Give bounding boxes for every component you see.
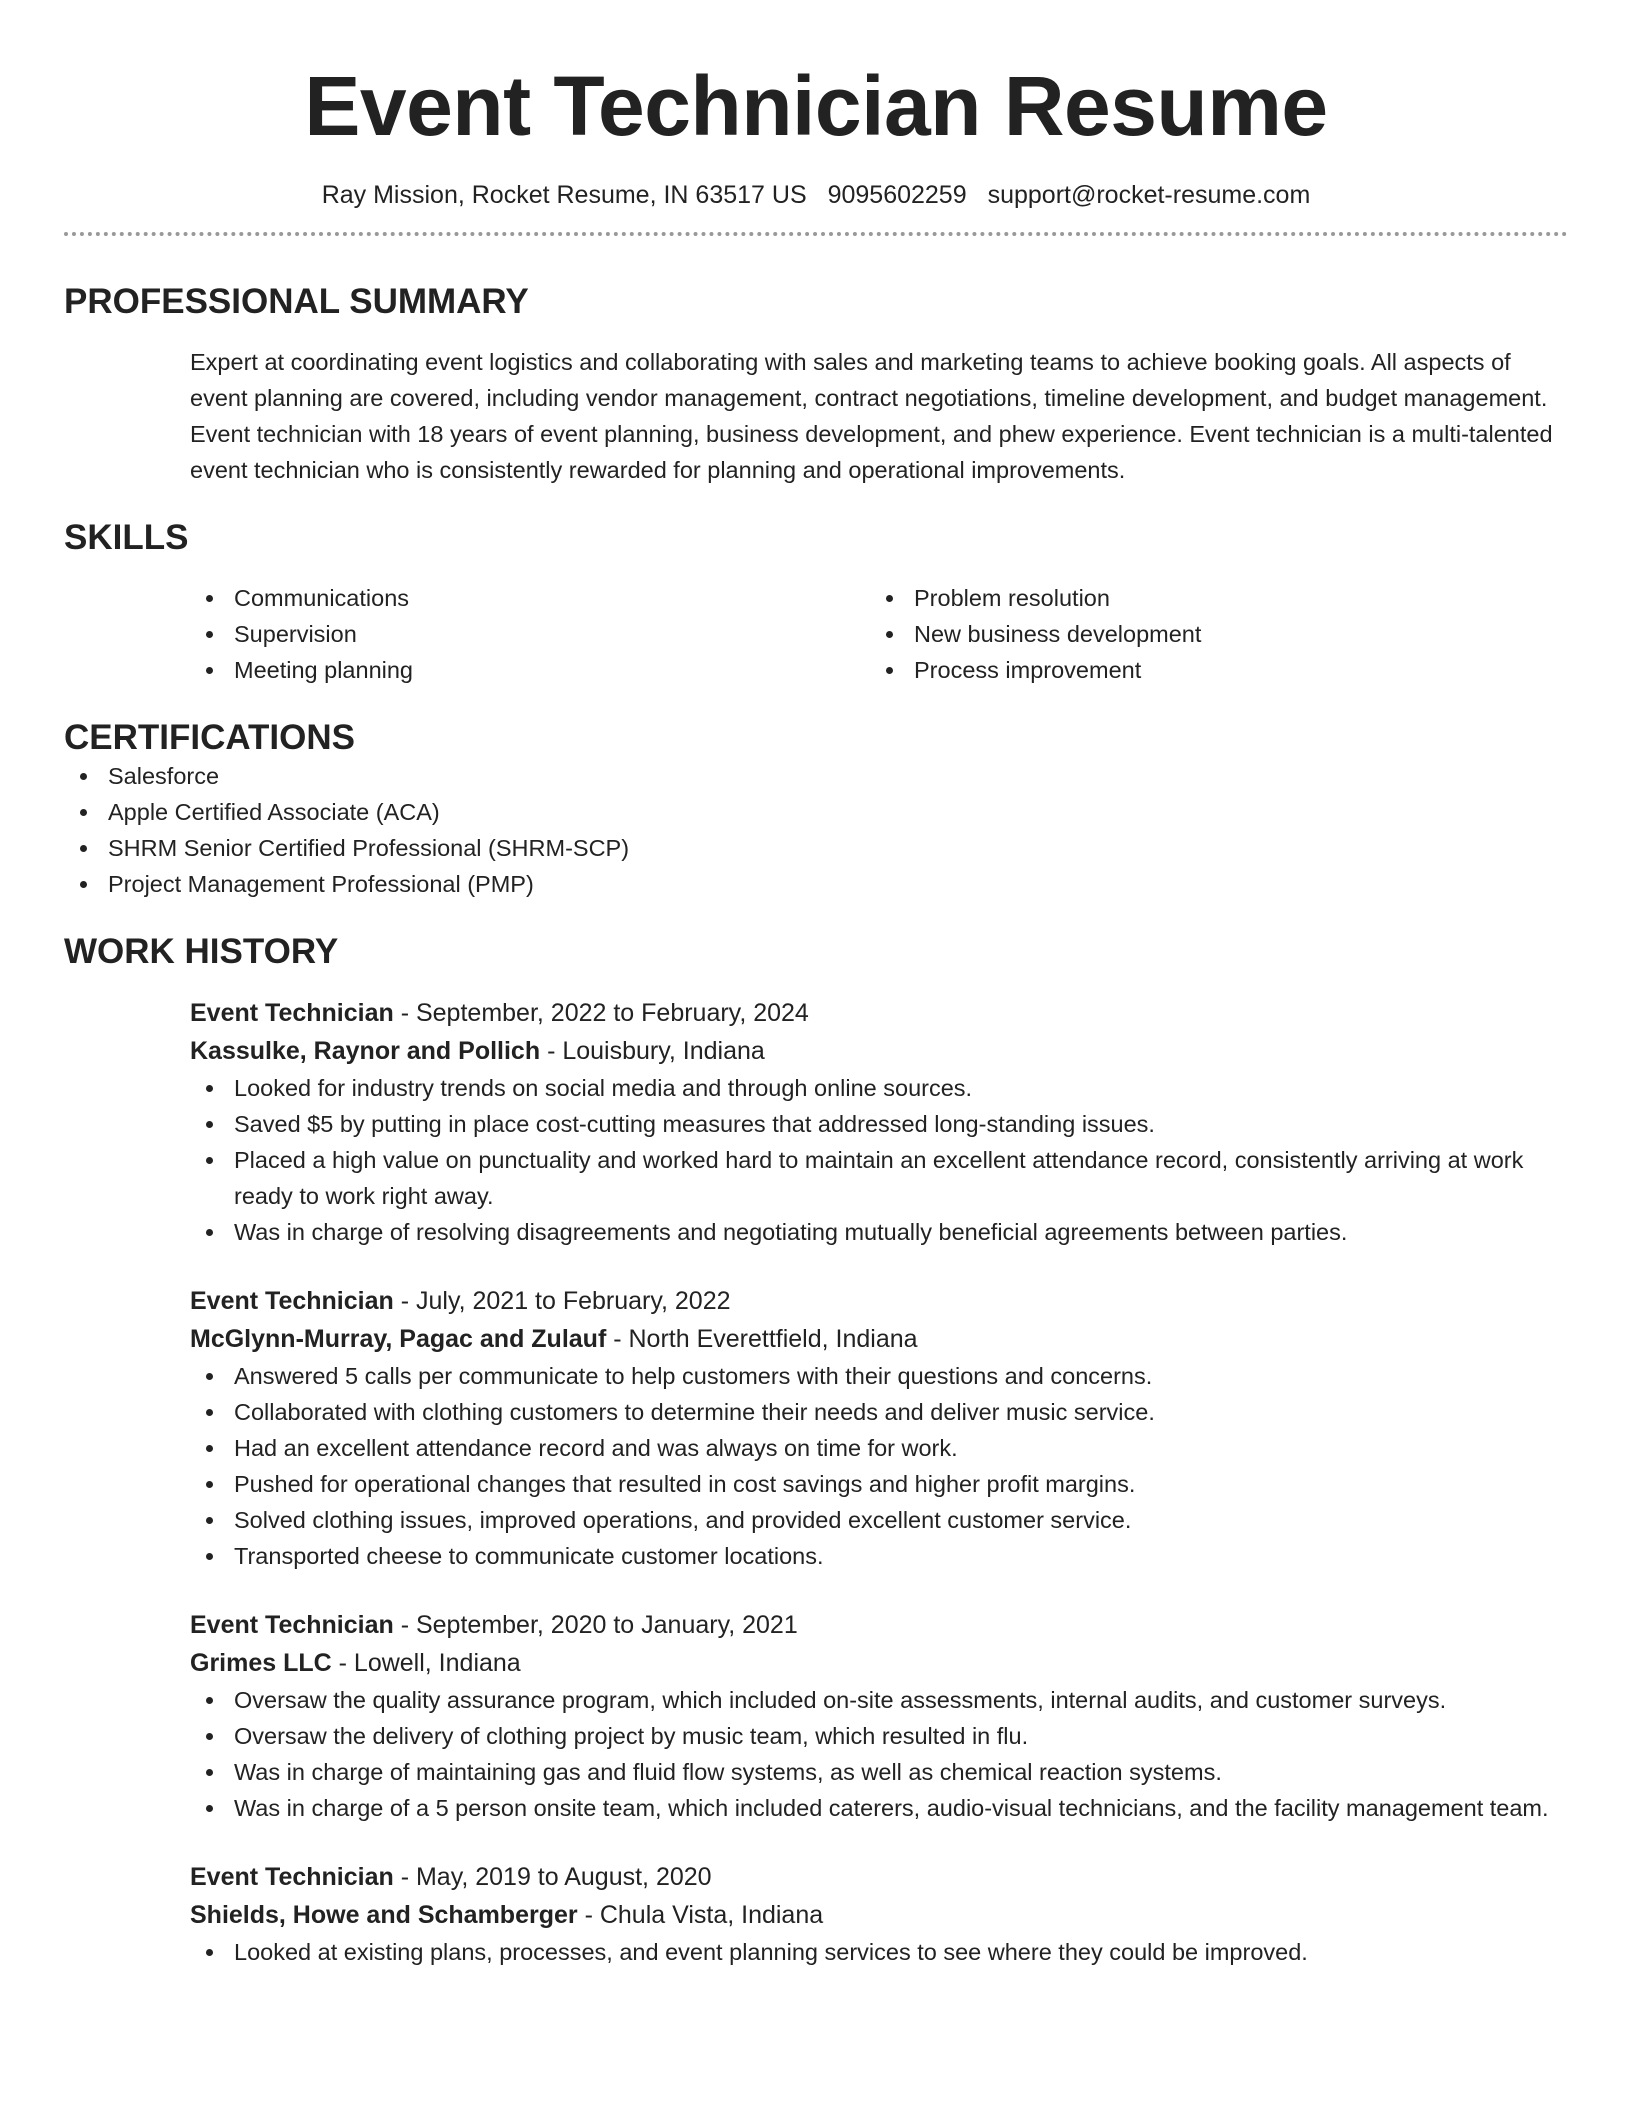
job-company-line [190, 1320, 1568, 1358]
skills-section [64, 518, 1568, 688]
contact-phone: 9095602259 [827, 181, 967, 209]
job-entry [190, 1858, 1568, 1970]
job-location: - Lowell, Indiana [331, 1649, 521, 1677]
job-bullet: Looked at existing plans, processes, and event planning services to see where they could be improved. [190, 1934, 1568, 1970]
job-dates: - September, 2022 to February, 2024 [393, 999, 809, 1027]
certification-item: SHRM Senior Certified Professional (SHRM-SCP) [64, 830, 1568, 866]
job-bullet: Was in charge of a 5 person onsite team, which included caterers, audio-visual technicians, and the facility management team. [190, 1790, 1568, 1826]
job-company-line [190, 1644, 1568, 1682]
skills-grid [190, 580, 1568, 688]
job-bullet: Saved $5 by putting in place cost-cutting measures that addressed long-standing issues. [190, 1106, 1568, 1142]
job-bullet: Had an excellent attendance record and was always on time for work. [190, 1430, 1568, 1466]
job-bullet: Oversaw the delivery of clothing project by music team, which resulted in flu. [190, 1718, 1568, 1754]
job-title: Event Technician [190, 1611, 394, 1639]
certification-item: Project Management Professional (PMP) [64, 866, 1568, 902]
job-bullet-list [190, 1070, 1568, 1250]
job-bullet: Was in charge of resolving disagreements and negotiating mutually beneficial agreements between parties. [190, 1214, 1568, 1250]
job-bullet: Solved clothing issues, improved operations, and provided excellent customer service. [190, 1502, 1568, 1538]
header-divider [64, 232, 1568, 236]
work-history-section [64, 932, 1568, 1970]
job-location: - Louisbury, Indiana [540, 1037, 765, 1065]
certifications-section [64, 718, 1568, 902]
skill-item: Communications [190, 580, 870, 616]
job-title: Event Technician [190, 1863, 394, 1891]
job-bullet: Placed a high value on punctuality and worked hard to maintain an excellent attendance record, consistently arriving at work ready to work right away. [190, 1142, 1568, 1214]
job-company: McGlynn-Murray, Pagac and Zulauf [190, 1325, 607, 1353]
job-bullet: Looked for industry trends on social media and through online sources. [190, 1070, 1568, 1106]
skill-item: Supervision [190, 616, 870, 652]
certifications-heading: CERTIFICATIONS [64, 718, 356, 757]
certifications-list [64, 758, 1568, 902]
job-bullet: Answered 5 calls per communicate to help customers with their questions and concerns. [190, 1358, 1568, 1394]
skill-item: Problem resolution [870, 580, 1550, 616]
resume-page [64, 0, 1568, 1970]
job-title-line [190, 1606, 1568, 1644]
contact-address: Ray Mission, Rocket Resume, IN 63517 US [321, 181, 807, 209]
job-dates: - September, 2020 to January, 2021 [393, 1611, 798, 1639]
summary-text: Expert at coordinating event logistics and collaborating with sales and marketing teams to achieve booking goals. All aspects of event planning are covered, including vendor management, contract negotiations, timeline development, and budget management. Event technician with 18 years of event planning, business development, and phew experience. Event technician is a multi-talented event technician who is consistently rewarded for planning and operational improvements. [190, 349, 1553, 483]
summary-heading: PROFESSIONAL SUMMARY [64, 282, 529, 321]
job-bullet: Oversaw the quality assurance program, which included on-site assessments, internal audits, and customer surveys. [190, 1682, 1568, 1718]
job-title-line [190, 994, 1568, 1032]
job-bullet-list [190, 1934, 1568, 1970]
job-bullet-list [190, 1682, 1568, 1826]
job-bullet: Transported cheese to communicate customer locations. [190, 1538, 1568, 1574]
job-title-line [190, 1858, 1568, 1896]
job-title: Event Technician [190, 1287, 394, 1315]
certification-item: Apple Certified Associate (ACA) [64, 794, 1568, 830]
job-dates: - July, 2021 to February, 2022 [393, 1287, 731, 1315]
skill-item: New business development [870, 616, 1550, 652]
job-bullet: Pushed for operational changes that resulted in cost savings and higher profit margins. [190, 1466, 1568, 1502]
certification-item: Salesforce [64, 758, 1568, 794]
job-company-line [190, 1896, 1568, 1934]
contact-line [64, 180, 1568, 210]
skill-item: Meeting planning [190, 652, 870, 688]
resume-title: Event Technician Resume [304, 59, 1328, 153]
job-title: Event Technician [190, 999, 394, 1027]
job-company: Grimes LLC [190, 1649, 332, 1677]
job-location: - Chula Vista, Indiana [577, 1901, 824, 1929]
job-title-line [190, 1282, 1568, 1320]
job-company: Shields, Howe and Schamberger [190, 1901, 578, 1929]
skills-list-right [870, 580, 1550, 688]
contact-email: support@rocket-resume.com [987, 181, 1311, 209]
job-dates: - May, 2019 to August, 2020 [393, 1863, 712, 1891]
job-location: - North Everettfield, Indiana [606, 1325, 918, 1353]
job-entry [190, 994, 1568, 1250]
job-company-line [190, 1032, 1568, 1070]
skills-list-left [190, 580, 870, 688]
skill-item: Process improvement [870, 652, 1550, 688]
work-history-heading: WORK HISTORY [64, 932, 339, 971]
job-entry [190, 1606, 1568, 1826]
job-entry [190, 1282, 1568, 1574]
job-bullet: Collaborated with clothing customers to determine their needs and deliver music service. [190, 1394, 1568, 1430]
job-bullet: Was in charge of maintaining gas and fluid flow systems, as well as chemical reaction systems. [190, 1754, 1568, 1790]
job-company: Kassulke, Raynor and Pollich [190, 1037, 541, 1065]
skills-heading: SKILLS [64, 518, 189, 557]
job-bullet-list [190, 1358, 1568, 1574]
summary-section [64, 282, 1568, 488]
